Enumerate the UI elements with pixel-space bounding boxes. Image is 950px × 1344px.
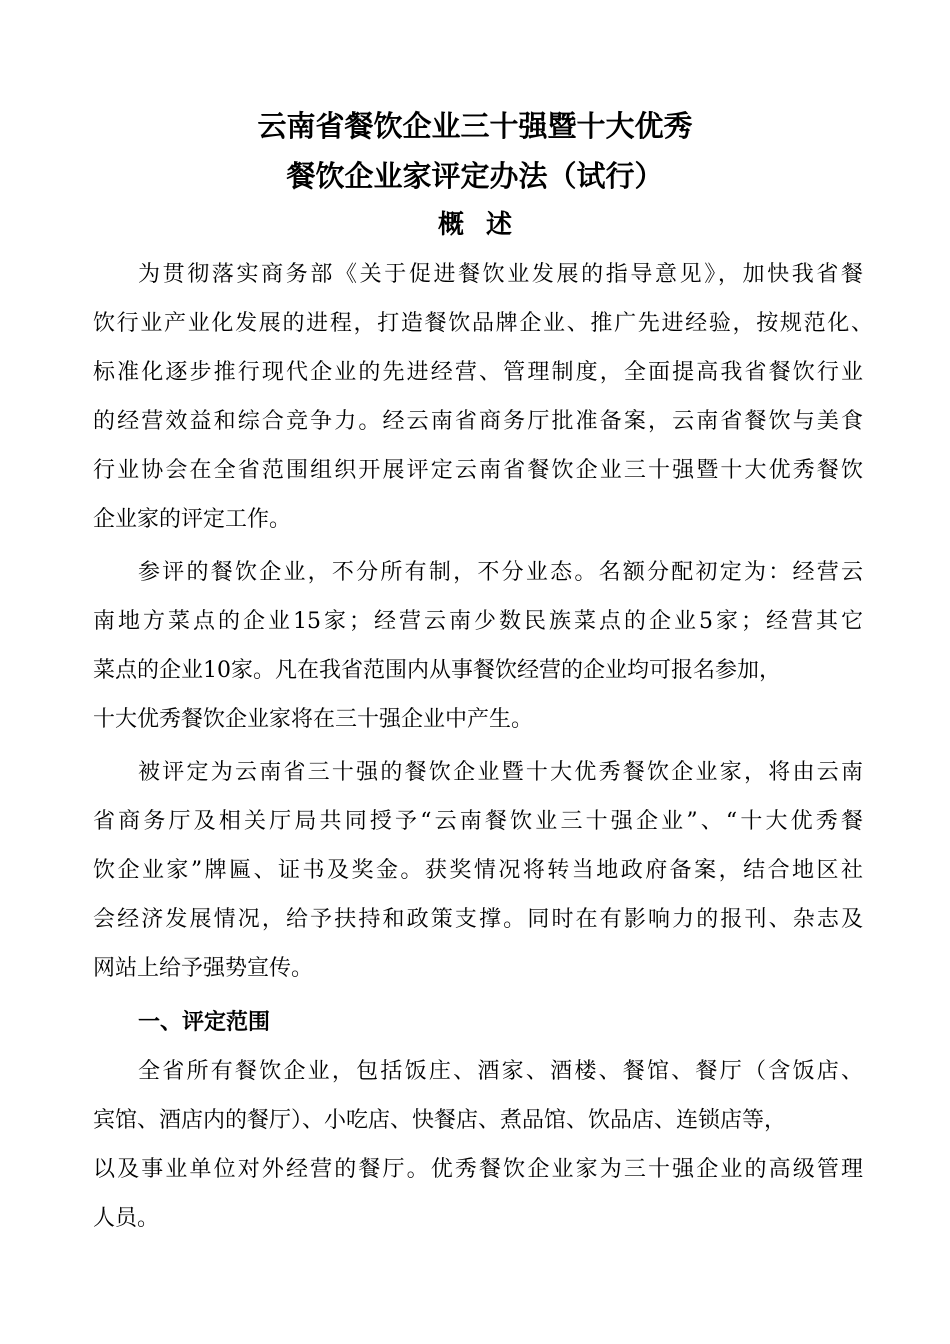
paragraph-3-line-5: 网站上给予强势宣传。 [93, 956, 314, 981]
section-1-paragraph-line-2: 宾馆、酒店内的餐厅）、小吃店、快餐店、煮品馆、饮品店、连锁店等， [93, 1108, 787, 1133]
paragraph-2-line-3: 菜点的企业10家。凡在我省范围内从事餐饮经营的企业均可报名参加， [93, 658, 781, 683]
paragraph-3-line-4: 会经济发展情况，给予扶持和政策支撑。同时在有影响力的报刊、杂志及 [93, 907, 863, 932]
paragraph-1-line-4: 的经营效益和综合竞争力。经云南省商务厅批准备案，云南省餐饮与美食 [93, 409, 863, 434]
paragraph-2-line-2: 南地方菜点的企业15家；经营云南少数民族菜点的企业5家；经营其它 [93, 609, 863, 634]
section-1-heading: 一、评定范围 [138, 1010, 271, 1035]
document-title-line-1: 云南省餐饮企业三十强暨十大优秀 [257, 109, 693, 143]
paragraph-2-line-4: 十大优秀餐饮企业家将在三十强企业中产生。 [93, 707, 534, 732]
section-1-paragraph-line-1: 全省所有餐饮企业，包括饭庄、酒家、酒楼、餐馆、餐厅（含饭店、 [138, 1059, 863, 1084]
paragraph-1-line-2: 饮行业产业化发展的进程，打造餐饮品牌企业、推广先进经验，按规范化、 [93, 311, 873, 336]
paragraph-3-line-2: 省商务厅及相关厅局共同授予“云南餐饮业三十强企业”、“十大优秀餐 [93, 809, 863, 834]
paragraph-2-line-1: 参评的餐饮企业，不分所有制，不分业态。名额分配初定为：经营云 [138, 560, 863, 585]
paragraph-1-line-6: 企业家的评定工作。 [93, 507, 292, 532]
paragraph-3-line-3: 饮企业家”牌匾、证书及奖金。获奖情况将转当地政府备案，结合地区社 [93, 858, 863, 883]
document-title-line-2: 餐饮企业家评定办法（试行） [286, 159, 664, 193]
paragraph-3-line-1: 被评定为云南省三十强的餐饮企业暨十大优秀餐饮企业家，将由云南 [138, 760, 863, 785]
section-subtitle: 概述 [437, 210, 534, 240]
paragraph-1-line-3: 标准化逐步推行现代企业的先进经营、管理制度，全面提高我省餐饮行业 [93, 360, 863, 385]
paragraph-1-line-5: 行业协会在全省范围组织开展评定云南省餐饮企业三十强暨十大优秀餐饮 [93, 458, 863, 483]
paragraph-1-line-1: 为贯彻落实商务部《关于促进餐饮业发展的指导意见》，加快我省餐 [138, 262, 863, 287]
section-1-paragraph-line-3: 以及事业单位对外经营的餐厅。优秀餐饮企业家为三十强企业的高级管理 [93, 1157, 863, 1182]
section-1-paragraph-line-4: 人员。 [93, 1206, 160, 1231]
